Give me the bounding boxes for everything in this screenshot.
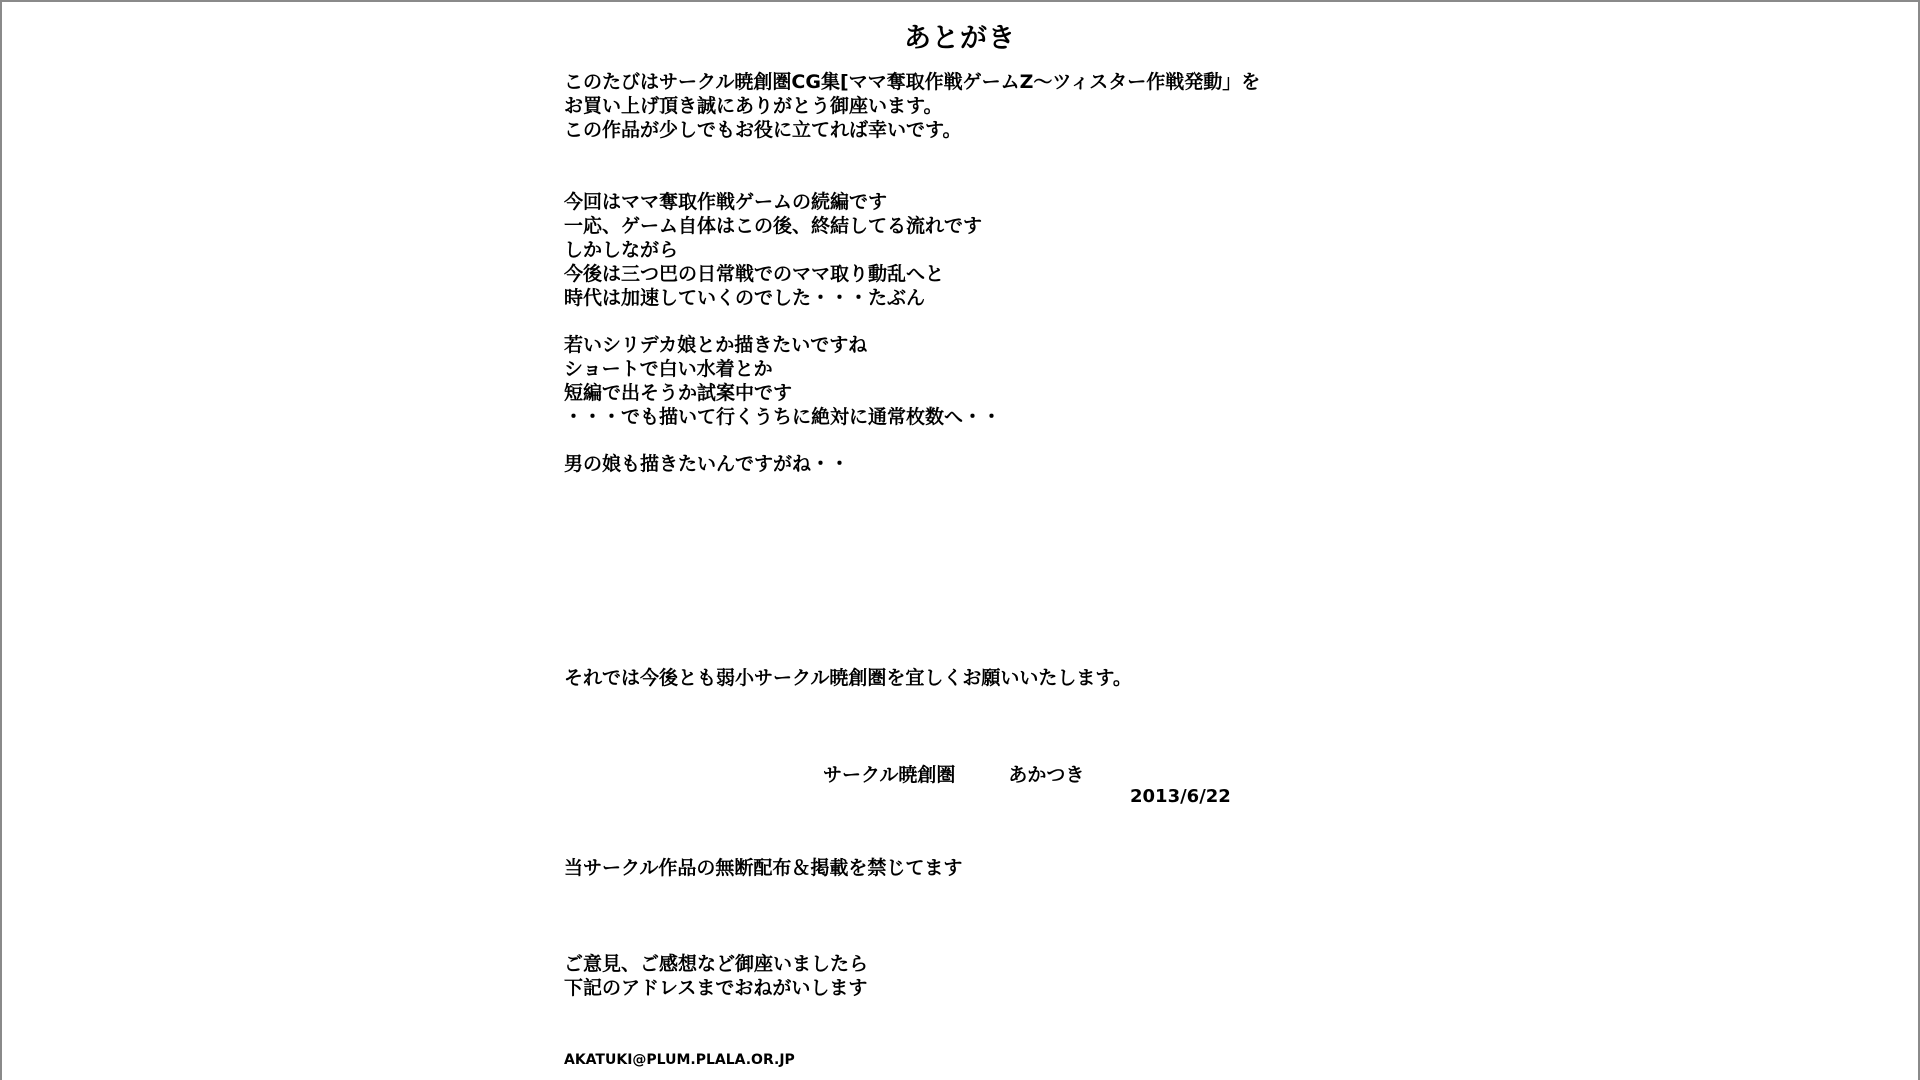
paragraph-line: 時代は加速していくのでした・・・たぶん (564, 287, 926, 309)
closing-line: それでは今後とも弱小サークル暁創圏を宜しくお願いいたします。 (564, 667, 1132, 689)
paragraph-line: 男の娘も描きたいんですがね・・ (564, 453, 850, 475)
paragraph-line: 今回はママ奪取作戦ゲームの続編です (564, 191, 888, 213)
paragraph-line: 今後は三つ巴の日常戦でのママ取り動乱へと (564, 263, 945, 285)
contact-line: 下記のアドレスまでおねがいします (564, 977, 868, 999)
paragraph-line: ショートで白い水着とか (564, 358, 773, 380)
paragraph-line: 一応、ゲーム自体はこの後、終結してる流れです (564, 215, 983, 237)
intro-line: この作品が少しでもお役に立てれば幸いです。 (564, 119, 962, 141)
paragraph-line: しかしながら (564, 239, 679, 261)
paragraph-line: 若いシリデカ娘とか描きたいですね (564, 334, 868, 356)
page-title: あとがき (904, 23, 1016, 54)
closing-paragraph (564, 666, 1132, 690)
contact-line: ご意見、ご感想など御座いましたら (564, 953, 869, 975)
contact-paragraph (564, 952, 868, 1000)
signature (823, 760, 1084, 787)
signature-date: 2013/6/22 (1130, 786, 1231, 807)
plans-paragraph (564, 333, 1001, 429)
intro-line: このたびはサークル暁創圏CG集[ママ奪取作戦ゲームZ～ツィスター作戦発動」を (564, 71, 1261, 93)
sequel-paragraph (564, 190, 982, 310)
author-name: あかつき (1008, 764, 1085, 786)
notice-line: 当サークル作品の無断配布＆掲載を禁じてます (564, 857, 963, 879)
paragraph-line: 短編で出そうか試案中です (564, 382, 793, 404)
intro-paragraph (564, 70, 1260, 142)
notice-paragraph (564, 856, 962, 880)
aside-paragraph (564, 452, 849, 476)
paragraph-line: ・・・でも描いて行くうちに絶対に通常枚数へ・・ (564, 406, 1002, 428)
circle-name: サークル暁創圏 (823, 764, 956, 786)
intro-line: お買い上げ頂き誠にありがとう御座います。 (564, 95, 943, 117)
contact-email: AKATUKI@PLUM.PLALA.OR.JP (564, 1052, 795, 1068)
